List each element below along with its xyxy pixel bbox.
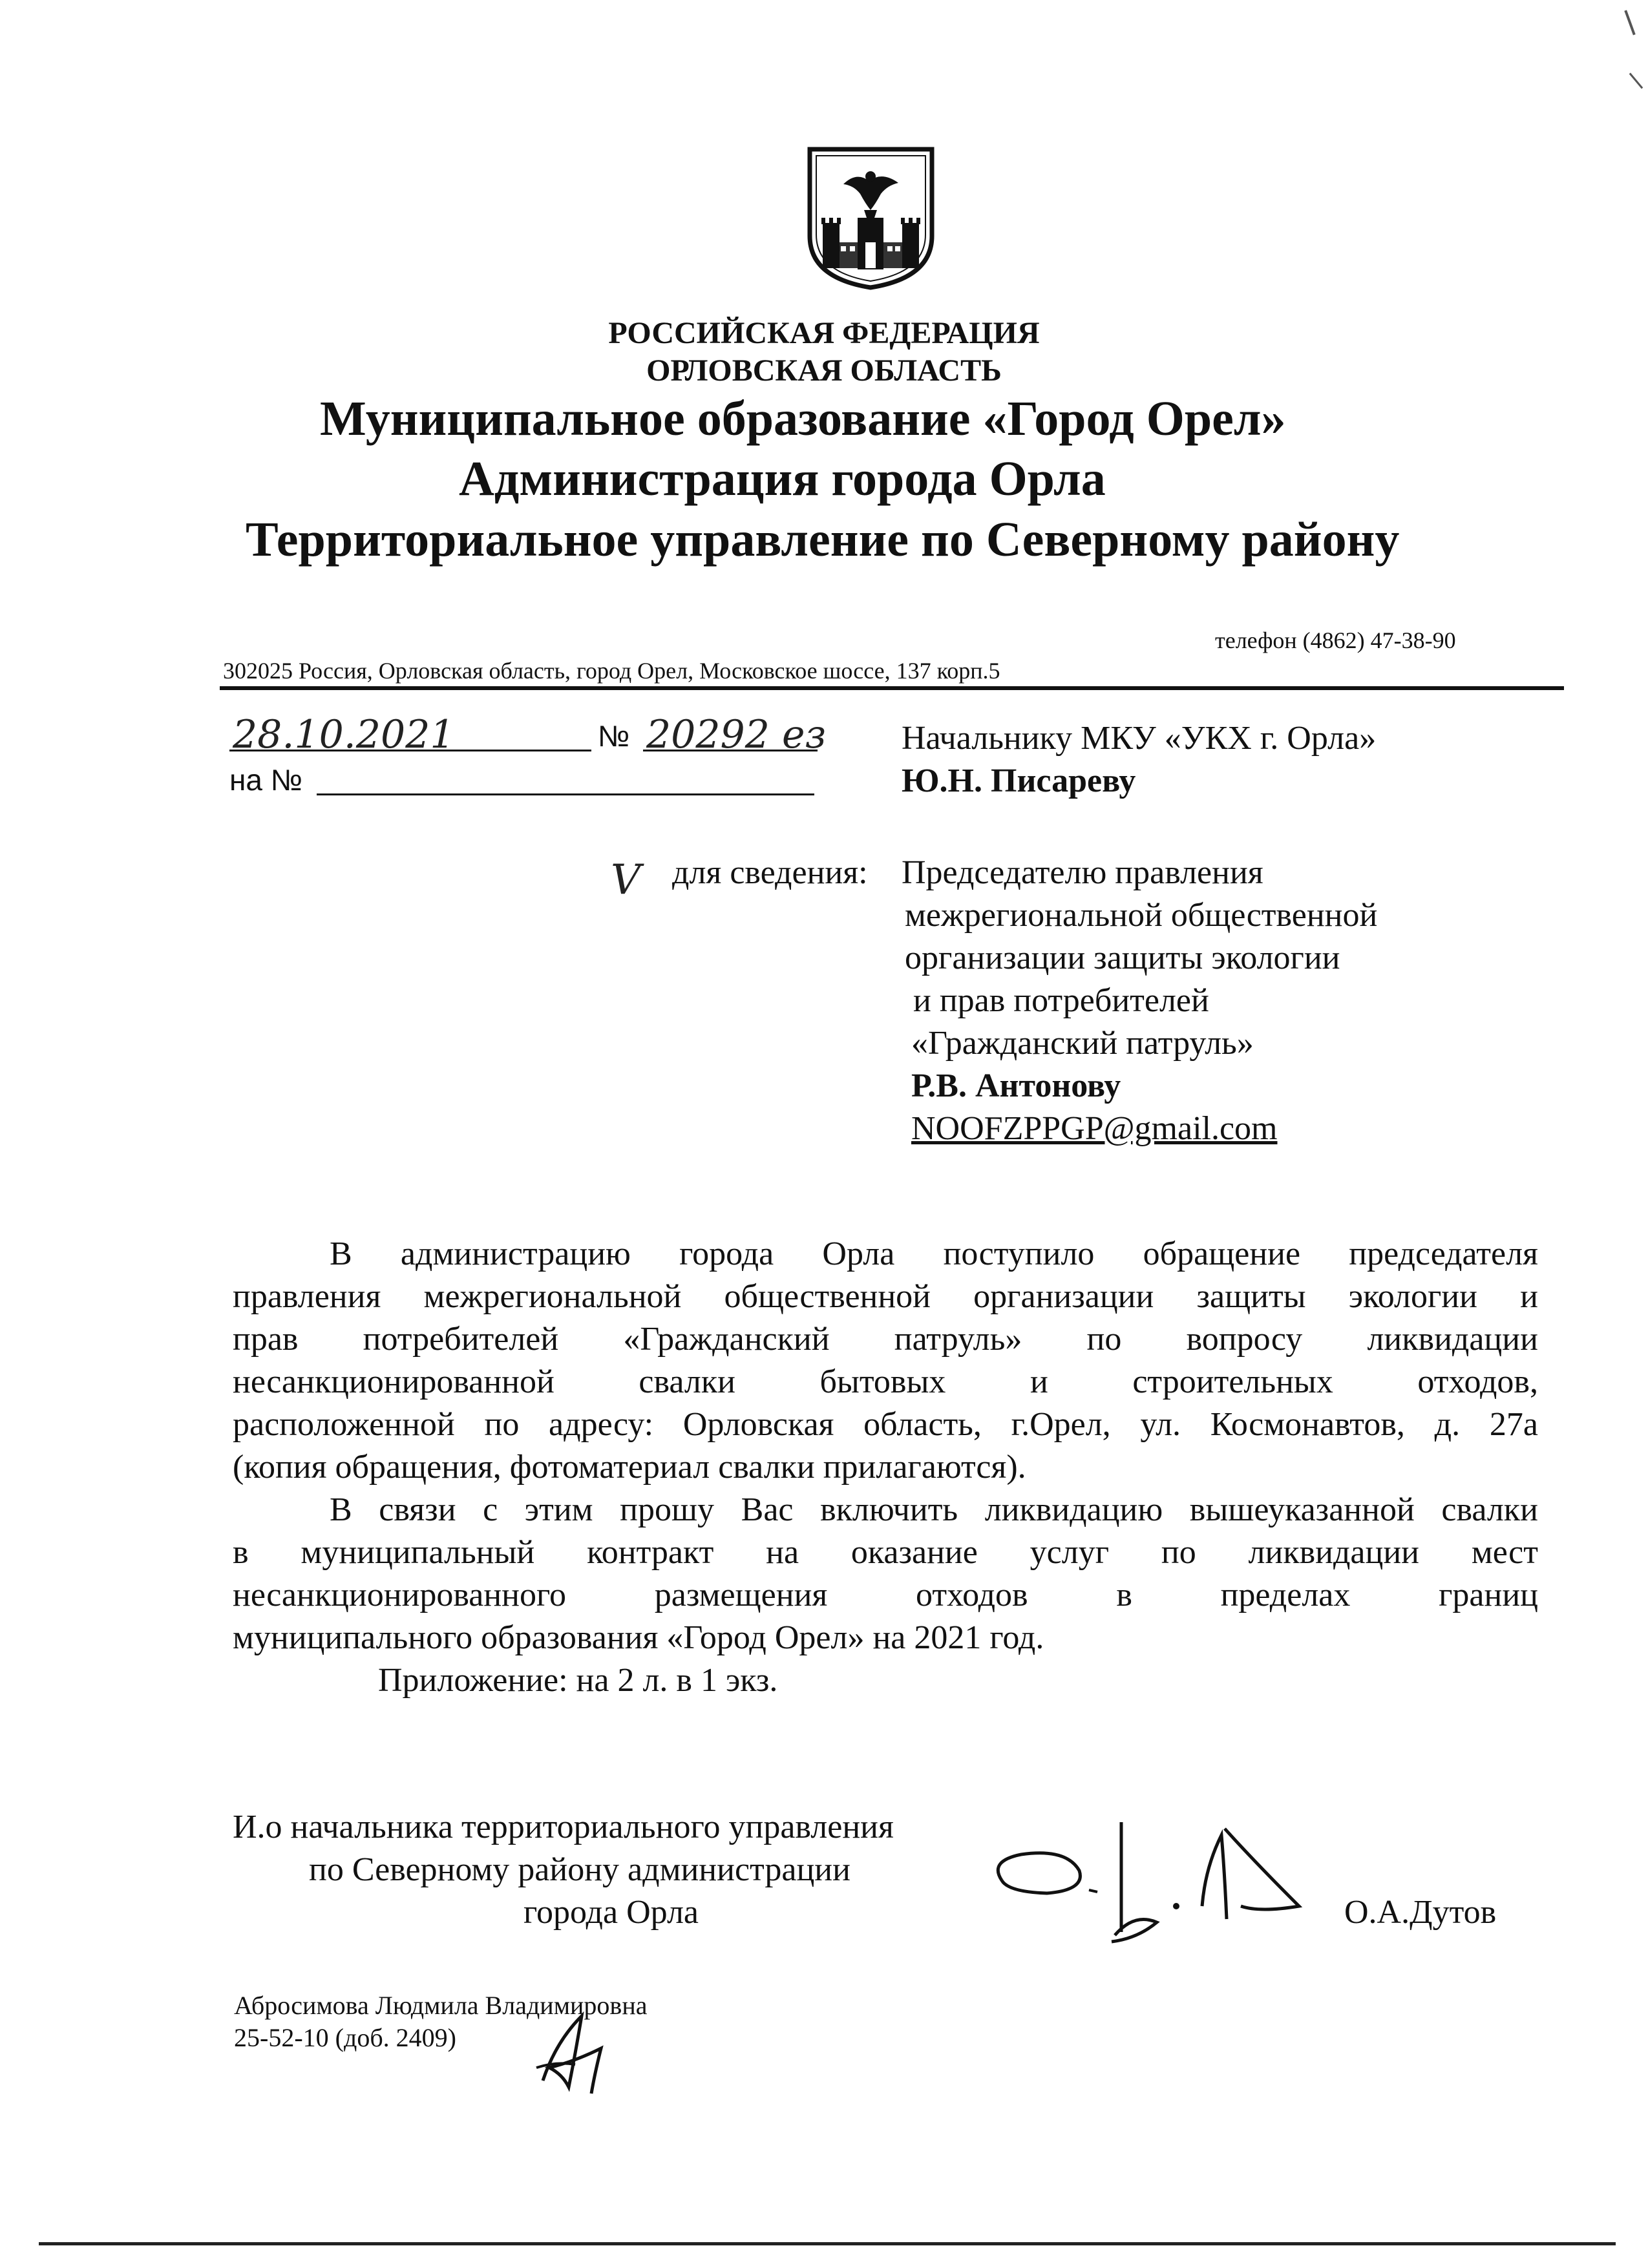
- header-divider: [220, 686, 1564, 690]
- word: председателя: [1349, 1235, 1538, 1272]
- word: Орла: [822, 1235, 895, 1272]
- header-country: РОССИЙСКАЯ ФЕДЕРАЦИЯ: [608, 316, 1040, 350]
- letter-body: [233, 1233, 1538, 1702]
- word: свалки: [639, 1363, 735, 1400]
- body-line: [233, 1489, 1538, 1531]
- body-line: [233, 1318, 1538, 1361]
- word: расположенной: [233, 1406, 455, 1443]
- word: защиты: [1196, 1278, 1306, 1315]
- word: «Гражданский: [623, 1321, 830, 1358]
- check-mark: V: [611, 856, 641, 904]
- executor-name: Абросимова Людмила Владимировна: [234, 1991, 648, 2020]
- word: прошу: [620, 1491, 715, 1528]
- word: организации: [973, 1278, 1154, 1315]
- info-recipient-line-3: организации защиты экологии: [905, 940, 1340, 976]
- word: межрегиональной: [423, 1278, 682, 1315]
- word: строительных: [1132, 1363, 1333, 1400]
- coat-of-arms-icon: [805, 145, 937, 291]
- phone-number: телефон (4862) 47-38-90: [1215, 627, 1456, 653]
- word: Космонавтов,: [1210, 1406, 1405, 1443]
- word: свалки: [1441, 1491, 1538, 1528]
- word: ликвидацию: [984, 1491, 1163, 1528]
- word: 27а: [1489, 1406, 1538, 1443]
- word: Орловская: [682, 1406, 834, 1443]
- scan-mark: [1629, 73, 1643, 89]
- word: патруль»: [894, 1321, 1022, 1358]
- body-line: (копия обращения, фотоматериал свалки прилагаются).: [233, 1449, 1026, 1486]
- info-label: для сведения:: [672, 854, 868, 891]
- word: несанкционированной: [233, 1363, 555, 1400]
- registration-number-label: №: [598, 719, 630, 753]
- word: по: [1086, 1321, 1122, 1358]
- header-region: ОРЛОВСКАЯ ОБЛАСТЬ: [646, 353, 1002, 388]
- executor-phone: 25-52-10 (доб. 2409): [234, 2023, 456, 2052]
- word: потребителей: [363, 1321, 559, 1358]
- word: города: [679, 1235, 774, 1272]
- word: в: [1116, 1577, 1132, 1613]
- word: пределах: [1220, 1577, 1351, 1613]
- reference-number-label: на №: [229, 763, 303, 797]
- info-recipient-line-5: «Гражданский патруль»: [911, 1025, 1254, 1062]
- word: ликвидации: [1367, 1321, 1538, 1358]
- scan-mark: [1624, 10, 1635, 36]
- word: этим: [524, 1491, 593, 1528]
- info-recipient-line-2: межрегиональной общественной: [905, 897, 1378, 934]
- word: и: [1520, 1278, 1538, 1315]
- word: администрацию: [400, 1235, 631, 1272]
- word: размещения: [654, 1577, 828, 1613]
- signatory-name: О.А.Дутов: [1344, 1894, 1497, 1931]
- word: ул.: [1140, 1406, 1181, 1443]
- header-municipality: Муниципальное образование «Город Орел»: [320, 392, 1286, 446]
- word: вышеуказанной: [1189, 1491, 1415, 1528]
- word: отходов,: [1417, 1363, 1538, 1400]
- word: контракт: [587, 1534, 714, 1571]
- signatory-title-line-3: города Орла: [523, 1894, 699, 1931]
- signature-mark: [982, 1809, 1344, 1958]
- word: поступило: [943, 1235, 1095, 1272]
- body-line: [233, 1361, 1538, 1403]
- word: включить: [820, 1491, 958, 1528]
- word: общественной: [724, 1278, 931, 1315]
- signatory-title-line-1: И.о начальника территориального управления: [233, 1809, 894, 1845]
- address: 302025 Россия, Орловская область, город Орел, Московское шоссе, 137 корп.5: [223, 658, 1000, 684]
- word: на: [766, 1534, 799, 1571]
- word: г.Орел,: [1011, 1406, 1111, 1443]
- info-recipient-line-1: Председателю правления: [902, 854, 1263, 891]
- reference-number-line: [317, 793, 814, 795]
- word: правления: [233, 1278, 381, 1315]
- word: Вас: [741, 1491, 794, 1528]
- word: муниципальный: [301, 1534, 535, 1571]
- body-line: [233, 1233, 1538, 1276]
- body-line: [233, 1574, 1538, 1617]
- recipient-position: Начальнику МКУ «УКХ г. Орла»: [902, 720, 1377, 757]
- header-department: Территориальное управление по Северному району: [246, 512, 1400, 567]
- word: и: [1030, 1363, 1048, 1400]
- word: адресу:: [549, 1406, 654, 1443]
- word: В: [330, 1491, 352, 1528]
- word: область,: [863, 1406, 982, 1443]
- word: мест: [1471, 1534, 1538, 1571]
- registration-number: 20292 ез: [646, 712, 827, 757]
- recipient-name: Ю.Н. Писареву: [902, 762, 1136, 799]
- word: В: [330, 1235, 352, 1272]
- word: бытовых: [819, 1363, 946, 1400]
- word: оказание: [850, 1534, 978, 1571]
- info-recipient-line-4: и прав потребителей: [905, 982, 1209, 1019]
- word: связи: [379, 1491, 456, 1528]
- word: прав: [233, 1321, 299, 1358]
- body-line: муниципального образования «Город Орел» на 2021 год.: [233, 1619, 1044, 1656]
- info-recipient-name: Р.В. Антонову: [911, 1067, 1121, 1104]
- word: с: [483, 1491, 498, 1528]
- word: границ: [1439, 1577, 1538, 1613]
- word: по: [484, 1406, 520, 1443]
- word: обращение: [1143, 1235, 1301, 1272]
- body-line: [233, 1531, 1538, 1574]
- executor-initials: [530, 2003, 627, 2100]
- word: вопросу: [1186, 1321, 1303, 1358]
- registration-date: 28.10.2021: [233, 712, 455, 757]
- word: услуг: [1030, 1534, 1110, 1571]
- info-recipient-email[interactable]: NOOFZPPGP@gmail.com: [911, 1110, 1278, 1147]
- word: по: [1161, 1534, 1196, 1571]
- body-line: [233, 1276, 1538, 1318]
- body-line: [233, 1403, 1538, 1446]
- signatory-title-line-2: по Северному району администрации: [309, 1851, 850, 1888]
- word: экологии: [1348, 1278, 1477, 1315]
- attachment-note: Приложение: на 2 л. в 1 экз.: [378, 1662, 778, 1699]
- word: ликвидации: [1248, 1534, 1419, 1571]
- word: отходов: [916, 1577, 1028, 1613]
- header-administration: Администрация города Орла: [459, 452, 1106, 506]
- word: д.: [1434, 1406, 1461, 1443]
- word: несанкционированного: [233, 1577, 567, 1613]
- word: в: [233, 1534, 249, 1571]
- scan-edge-line: [39, 2242, 1616, 2245]
